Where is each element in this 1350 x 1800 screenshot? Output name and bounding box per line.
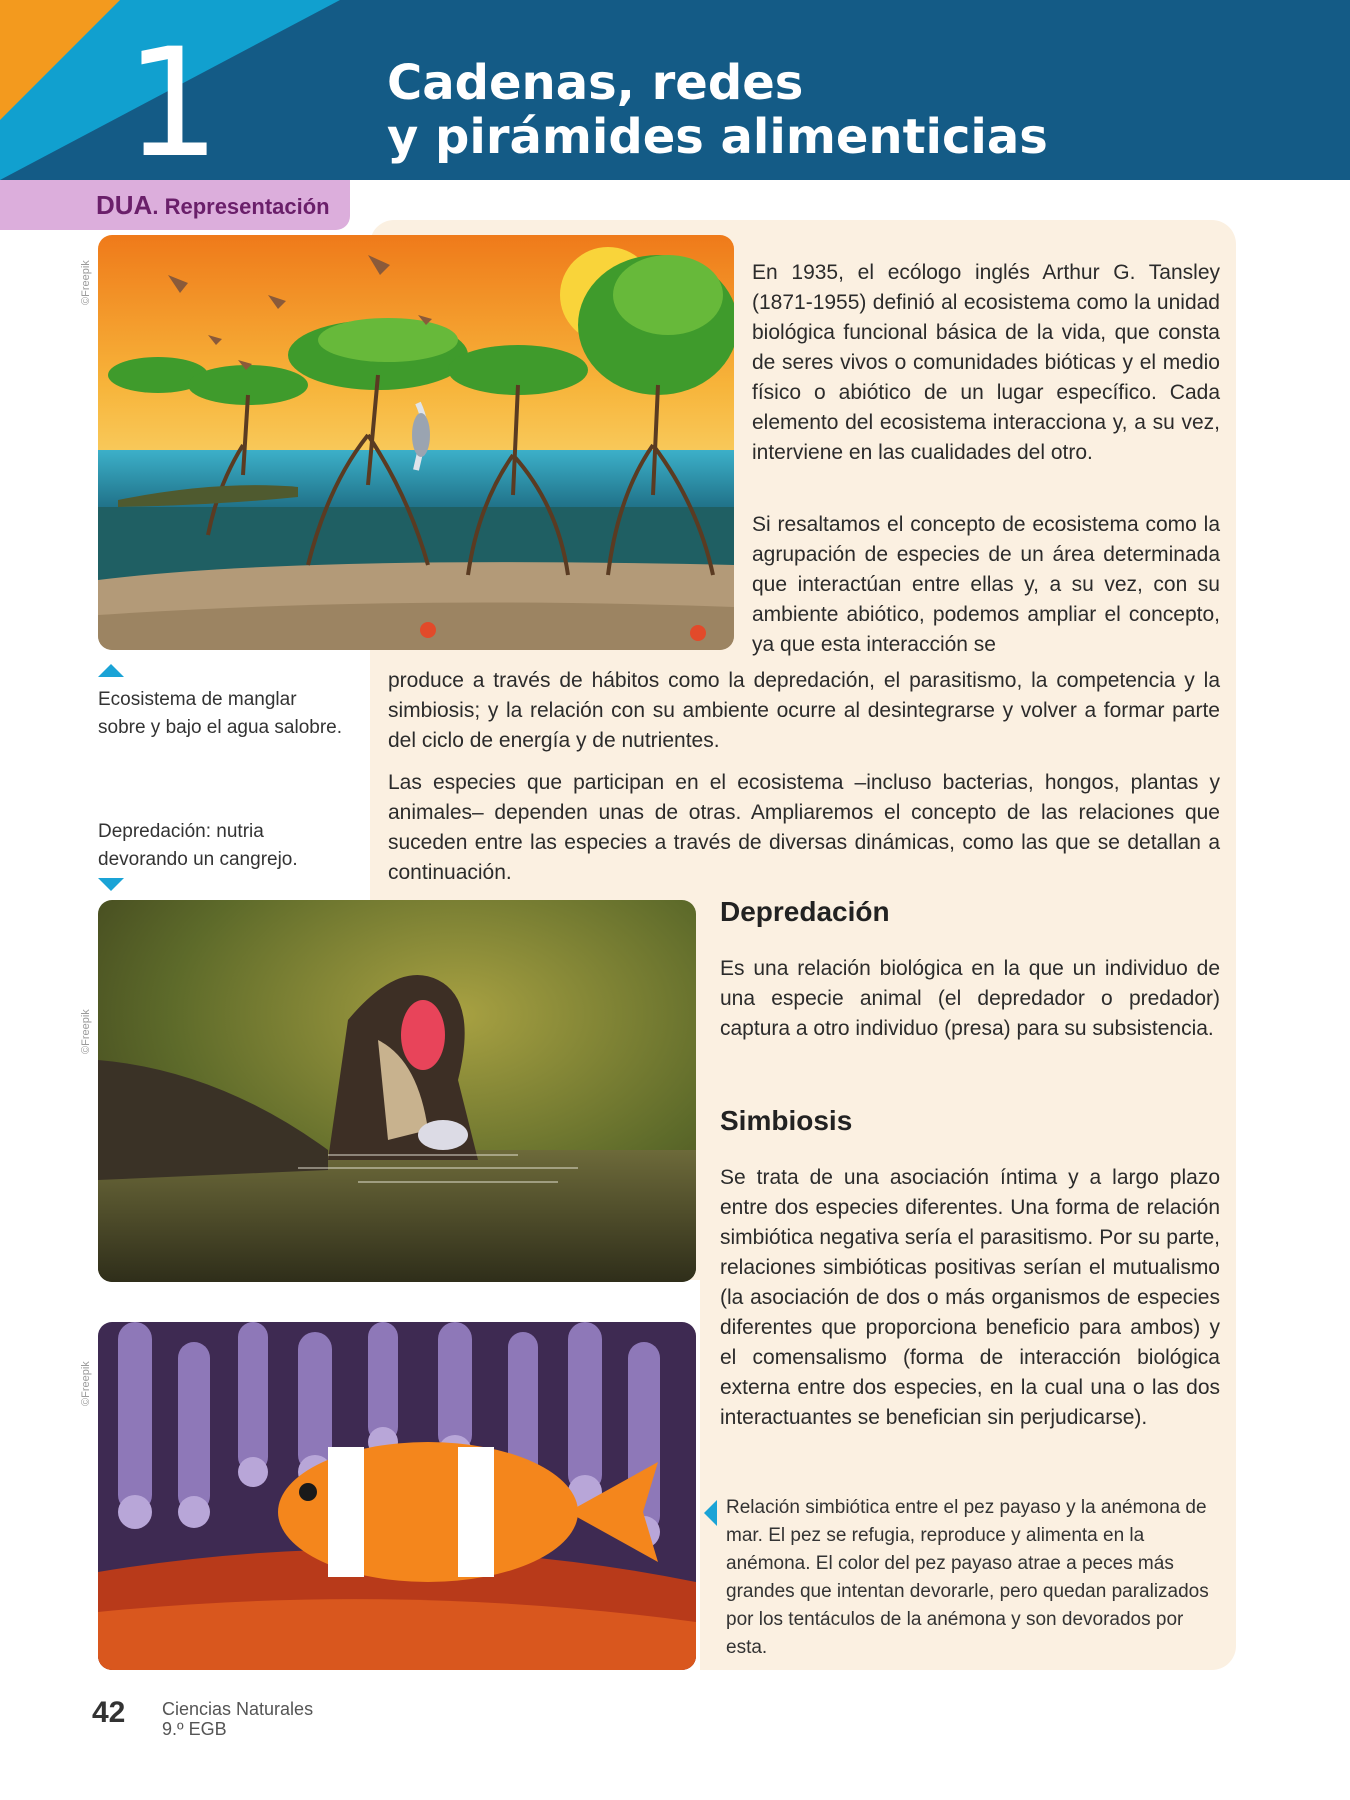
page-number: 42 bbox=[92, 1696, 126, 1729]
photo-credit-1: ©Freepik bbox=[80, 260, 92, 305]
caption-arrow-down-icon bbox=[98, 878, 124, 891]
footer-subject-name: Ciencias Naturales bbox=[162, 1699, 314, 1719]
intro-paragraph-2b: produce a través de hábitos como la depredación, el parasitismo, la competencia y la simbiosis; y la relación con su ambiente ocurre al desintegrarse y volver a formar parte del ciclo de energía y de nutrientes. bbox=[388, 669, 1220, 752]
depredacion-text: Es una relación biológica en la que un individuo de una especie animal (el depredador o predador) captura a otro individuo (presa) para su subsistencia. bbox=[720, 957, 1220, 1040]
otter-caption-line1: Depredación: nutria bbox=[98, 821, 264, 842]
dua-tag bbox=[0, 180, 350, 230]
otter-caption bbox=[98, 818, 368, 874]
intro-paragraph-3: Las especies que participan en el ecosistema –incluso bacterias, hongos, plantas y animales– dependen unas de otras. Ampliaremos el concepto de las relaciones que suceden entre las especies a través de diversas dinámicas, como las que se detallan a continuación. bbox=[388, 771, 1220, 884]
footer-grade: 9.º EGB bbox=[162, 1719, 227, 1739]
page-title bbox=[387, 56, 1048, 164]
intro-paragraph-1: En 1935, el ecólogo inglés Arthur G. Tansley (1871-1955) definió al ecosistema como la unidad biológica funcional básica de la vida, que consta de seres vivos o comunidades bióticas y el medio físico o abiótico de un lugar específico. Cada elemento del ecosistema interacciona y, a su vez, interviene en las cualidades del otro. bbox=[752, 261, 1220, 464]
unit-number: 1 bbox=[125, 17, 221, 180]
caption-arrow-up-icon bbox=[98, 664, 124, 677]
simbiosis-text: Se trata de una asociación íntima y a largo plazo entre dos especies diferentes. Una forma de relación simbiótica negativa sería el parasitismo. Por su parte, relaciones simbióticas positivas serían el mutualismo (la asociación de dos o más organismos de especies diferentes que proporciona beneficio para ambos) y el comensalismo (forma de interacción biológica externa entre dos especies, en la cual una o las dos interactuantes se benefician sin perjudicarse). bbox=[720, 1166, 1220, 1429]
mangrove-illustration bbox=[98, 235, 734, 650]
otter-photo bbox=[98, 900, 696, 1282]
footer-subject bbox=[162, 1699, 313, 1739]
page-title-line2: y pirámides alimenticias bbox=[387, 109, 1048, 165]
dua-label: DUA bbox=[96, 190, 153, 220]
intro-paragraph-2a: Si resaltamos el concepto de ecosistema como la agrupación de especies de un área determinada que interactúan entre ellas y, a su vez, con su ambiente abiótico, podemos ampliar el concepto, ya que esta interacción se bbox=[752, 513, 1220, 656]
otter-caption-line2: devorando un cangrejo. bbox=[98, 849, 298, 870]
section-title-depredacion: Depredación bbox=[720, 896, 890, 927]
clownfish-caption: Relación simbiótica entre el pez payaso y la anémona de mar. El pez se refugia, reproduce y alimenta en la anémona. El color del pez payaso atrae a peces más grandes que intentan devorarle, pero quedan paralizados por los tentáculos de la anémona y son devorados por esta. bbox=[726, 1497, 1209, 1658]
unit-header bbox=[0, 0, 1350, 180]
photo-credit-2: ©Freepik bbox=[80, 1009, 92, 1054]
mangrove-caption bbox=[98, 686, 368, 742]
photo-credit-3: ©Freepik bbox=[80, 1361, 92, 1406]
caption-arrow-left-icon bbox=[704, 1500, 717, 1526]
mangrove-caption-line2: sobre y bajo el agua salobre. bbox=[98, 717, 342, 738]
clownfish-photo bbox=[98, 1322, 696, 1670]
section-title-simbiosis: Simbiosis bbox=[720, 1105, 853, 1136]
page-title-line1: Cadenas, redes bbox=[387, 55, 804, 111]
header-orange-corner bbox=[0, 0, 120, 120]
dua-rest: . Representación bbox=[152, 194, 330, 219]
mangrove-caption-line1: Ecosistema de manglar bbox=[98, 689, 297, 710]
